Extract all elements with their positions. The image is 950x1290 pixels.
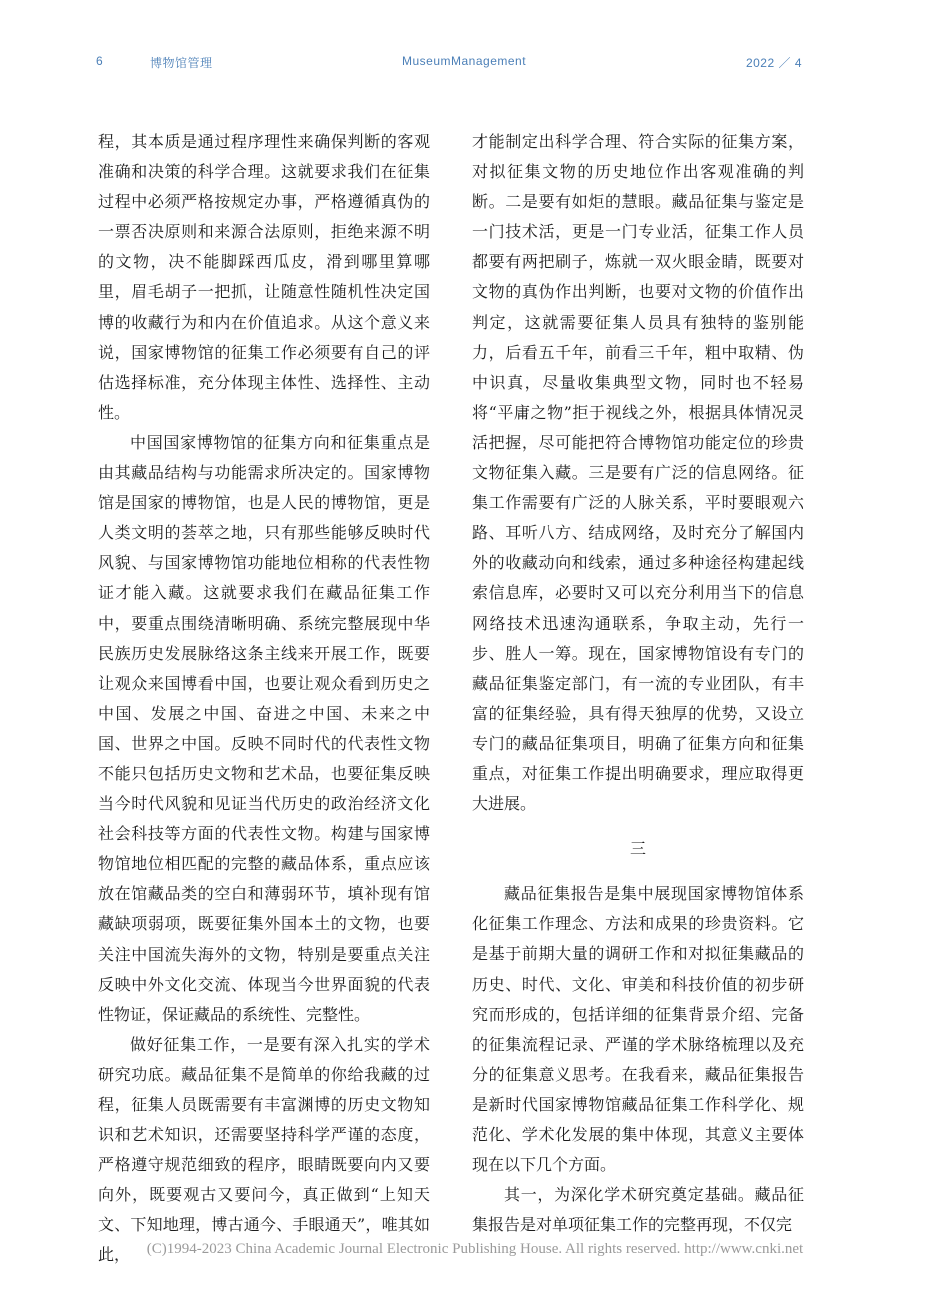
paragraph: 其一，为深化学术研究奠定基础。藏品征集报告是对单项征集工作的完整再现，不仅完 (472, 1185, 804, 1235)
journal-title-en: MuseumManagement (402, 54, 527, 68)
paragraph-continued: 程，其本质是通过程序理性来确保判断的客观准确和决策的科学合理。这就要求我们在征集过程中必须严格按规定办事，严格遵循真伪的一票否决原则和来源合法原则，拒绝来源不明的文物，决不能脚踩西瓜皮，滑到哪里算哪里，眉毛胡子一把抓，让随意性随机性决定国博的收藏行为和内在价值追求。从这个意义来说，国家博物馆的征集工作必须要有自己的评估选择标准，充分体现主体性、选择性、主动性。 (98, 132, 430, 422)
section-number: 三 (629, 839, 646, 859)
journal-title-cn: 博物馆管理 (150, 56, 213, 70)
right-column (472, 127, 804, 1240)
paragraph-continued: 才能制定出科学合理、符合实际的征集方案，对拟征集文物的历史地位作出客观准确的判断。二是要有如炬的慧眼。藏品征集与鉴定是一门技术活，更是一门专业活，征集工作人员都要有两把刷子，炼就一双火眼金睛，既要对文物的真伪作出判断，也要对文物的价值作出判定，这就需要征集人员具有独特的鉴别能力，后看五千年，前看三千年，粗中取精、伪中识真，尽量收集典型文物，同时也不轻易将“平庸之物”拒于视线之外，根据具体情况灵活把握，尽可能把符合博物馆功能定位的珍贵文物征集入藏。三是要有广泛的信息网络。征集工作需要有广泛的人脉关系，平时要眼观六路、耳听八方、结成网络，及时充分了解国内外的收藏动向和线索，通过多种途径构建起线索信息库，必要时又可以充分利用当下的信息网络技术迅速沟通联系，争取主动，先行一步、胜人一筹。现在，国家博物馆设有专门的藏品征集鉴定部门，有一流的专业团队，有丰富的征集经验，具有得天独厚的优势，又设立专门的藏品征集项目，明确了征集方向和征集重点，对征集工作提出明确要求，理应取得更大进展。 (472, 132, 804, 814)
copyright-footer: (C)1994-2023 China Academic Journal Electronic Publishing House. All rights reserved. http://www.cnki.net (146, 1241, 804, 1257)
left-column (98, 127, 430, 1271)
page-number: 6 (96, 54, 104, 68)
issue-number: 2022 ／ 4 (745, 56, 802, 70)
paragraph: 中国国家博物馆的征集方向和征集重点是由其藏品结构与功能需求所决定的。国家博物馆是国家的博物馆，也是人民的博物馆，更是人类文明的荟萃之地，只有那些能够反映时代风貌、与国家博物馆功能地位相称的代表性物证才能入藏。这就要求我们在藏品征集工作中，要重点围绕清晰明确、系统完整展现中华民族历史发展脉络这条主线来开展工作，既要让观众来国博看中国，也要让观众看到历史之中国、发展之中国、奋进之中国、未来之中国、世界之中国。反映不同时代的代表性文物不能只包括历史文物和艺术品，也要征集反映当今时代风貌和见证当代历史的政治经济文化社会科技等方面的代表性文物。构建与国家博物馆地位相匹配的完整的藏品体系，重点应该放在馆藏品类的空白和薄弱环节，填补现有馆藏缺项弱项，既要征集外国本土的文物，也要关注中国流失海外的文物，特别是要重点关注反映中外文化交流、体现当今世界面貌的代表性物证，保证藏品的系统性、完整性。 (98, 432, 430, 1024)
running-header (96, 54, 802, 72)
paragraph: 做好征集工作，一是要有深入扎实的学术研究功底。藏品征集不是简单的你给我藏的过程，征集人员既需要有丰富渊博的历史文物知识和艺术知识，还需要坚持科学严谨的态度，严格遵守规范细致的程序，眼睛既要向内又要向外，既要观古又要问今，真正做到“上知天文、下知地理，博古通今、手眼通天”，唯其如此， (98, 1034, 430, 1265)
paragraph: 藏品征集报告是集中展现国家博物馆体系化征集工作理念、方法和成果的珍贵资料。它是基于前期大量的调研工作和对拟征集藏品的历史、时代、文化、审美和科技价值的初步研究而形成的，包括详细的征集背景介绍、完备的征集流程记录、严谨的学术脉络梳理以及充分的征集意义思考。在我看来，藏品征集报告是新时代国家博物馆藏品征集工作科学化、规范化、学术化发展的集中体现，其意义主要体现在以下几个方面。 (472, 884, 804, 1175)
